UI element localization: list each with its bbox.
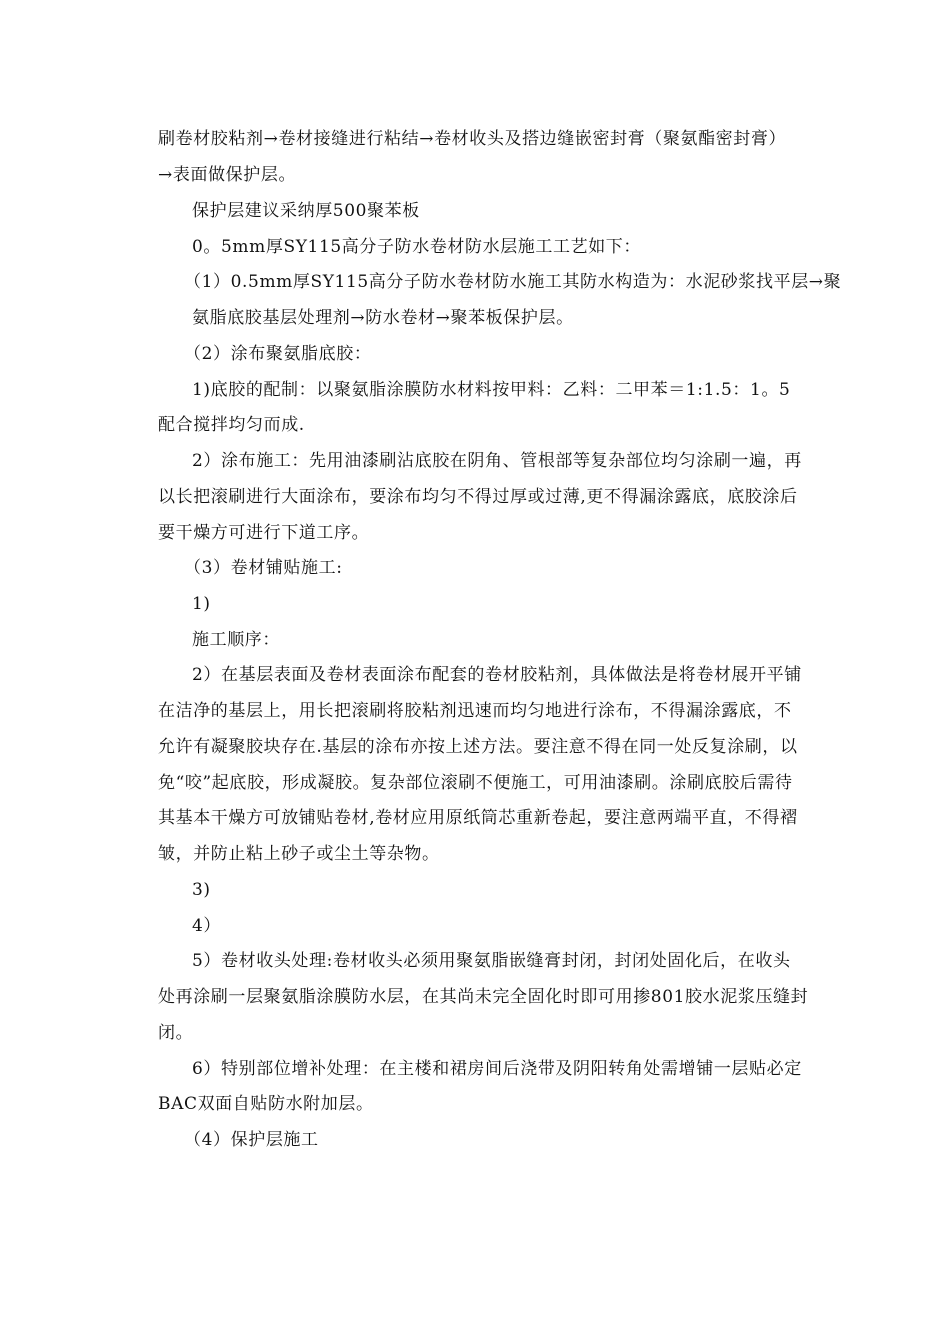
text-line: 配合搅拌均匀而成. [158,415,305,435]
text-line: 处再涂刷一层聚氨脂涂膜防水层，在其尚未完全固化时即可用掺801胶水泥浆压缝封 [158,987,809,1007]
text-line: 免“咬”起底胶，形成凝胶。复杂部位滚刷不便施工，可用油漆刷。涂刷底胶后需待 [158,773,793,793]
text-line: （4）保护层施工 [184,1130,319,1150]
text-line: 2）涂布施工：先用油漆刷沾底胶在阴角、管根部等复杂部位均匀涂刷一遍，再 [192,451,802,471]
text-line: 以长把滚刷进行大面涂布，要涂布均匀不得过厚或过薄,更不得漏涂露底，底胶涂后 [158,487,798,507]
text-line: 要干燥方可进行下道工序。 [158,523,370,543]
text-line: 施工顺序： [192,630,280,650]
text-line: 5）卷材收头处理:卷材收头必须用聚氨脂嵌缝膏封闭，封闭处固化后，在收头 [192,951,791,971]
text-line: 1)底胶的配制：以聚氨脂涂膜防水材料按甲料：乙料：二甲苯＝1:1.5：1。5 [192,380,791,400]
text-line: 0。5mm厚SY115高分子防水卷材防水层施工工艺如下： [192,237,641,257]
text-line: 保护层建议采纳厚500聚苯板 [192,201,420,221]
text-line: （1）0.5mm厚SY115高分子防水卷材防水施工其防水构造为：水泥砂浆找平层→聚 [184,272,842,292]
text-line: 其基本干燥方可放铺贴卷材,卷材应用原纸筒芯重新卷起，要注意两端平直，不得褶 [158,808,798,828]
text-line: 在洁净的基层上，用长把滚刷将胶粘剂迅速而均匀地进行涂布，不得漏涂露底，不 [158,701,792,721]
text-line: 氨脂底胶基层处理剂→防水卷材→聚苯板保护层。 [192,308,574,328]
text-line: 3) [192,880,211,900]
text-line: （3）卷材铺贴施工: [184,558,343,578]
text-line: BAC双面自贴防水附加层。 [158,1094,374,1114]
text-line: 刷卷材胶粘剂→卷材接缝进行粘结→卷材收头及搭边缝嵌密封膏（聚氨酯密封膏） [158,129,787,149]
text-line: 4） [192,916,222,936]
text-line: 允许有凝聚胶块存在.基层的涂布亦按上述方法。要注意不得在同一处反复涂刷，以 [158,737,798,757]
text-line: 2）在基层表面及卷材表面涂布配套的卷材胶粘剂，具体做法是将卷材展开平铺 [192,665,802,685]
text-line: （2）涂布聚氨脂底胶： [184,344,372,364]
text-line: 6）特别部位增补处理：在主楼和裙房间后浇带及阴阳转角处需增铺一层贴必定 [192,1059,802,1079]
text-line: →表面做保护层。 [158,165,297,185]
text-line: 皱，并防止粘上砂子或尘土等杂物。 [158,844,440,864]
text-line: 闭。 [158,1023,194,1043]
text-line: 1) [192,594,211,614]
